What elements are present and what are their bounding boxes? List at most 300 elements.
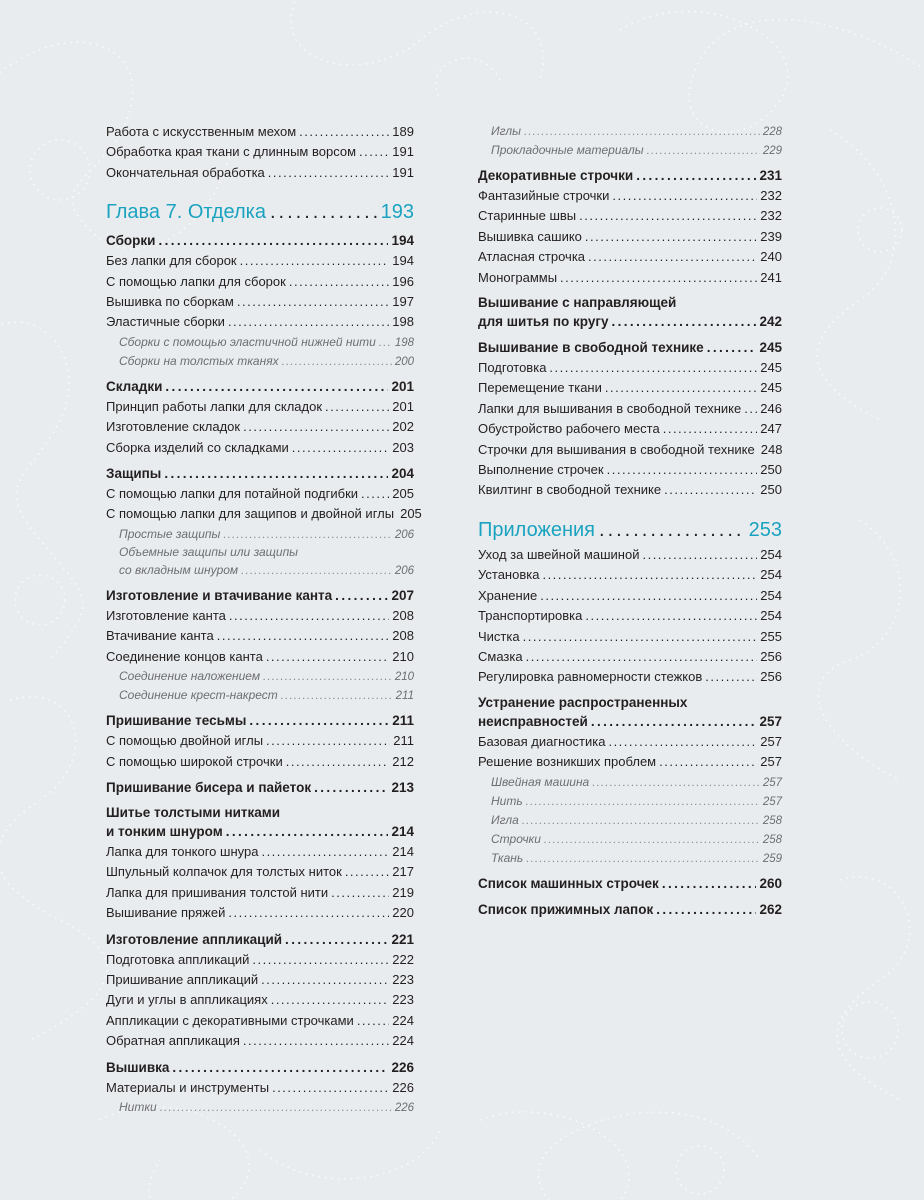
toc-page-number: 254 — [760, 567, 782, 583]
dot-leader — [664, 480, 757, 500]
dot-leader — [659, 752, 757, 772]
toc-subentry[interactable] — [106, 686, 414, 705]
toc-page-number: 245 — [760, 360, 782, 376]
dot-leader — [292, 438, 390, 458]
toc-page-number: 259 — [762, 852, 782, 865]
toc-entry[interactable] — [106, 1031, 414, 1051]
toc-entry[interactable] — [106, 862, 414, 882]
toc-entry[interactable] — [106, 438, 414, 458]
toc-entry-title: С помощью лапки для потайной подгибки — [106, 486, 359, 502]
toc-section-heading[interactable]: Устранение распространенных — [478, 694, 688, 710]
dot-leader — [647, 141, 760, 159]
toc-entry-title: Ткань — [491, 850, 524, 865]
toc-entry[interactable] — [478, 419, 782, 439]
toc-entry[interactable] — [478, 227, 782, 247]
toc-page-number: 205 — [400, 506, 422, 522]
toc-page-number: 210 — [394, 671, 414, 684]
toc-entry-title: Список прижимных лапок — [478, 901, 654, 917]
toc-chapter-entry[interactable] — [106, 199, 414, 225]
toc-entry-title: Строчки — [491, 831, 541, 846]
dot-leader — [705, 667, 757, 687]
toc-page-number: 222 — [392, 951, 414, 967]
toc-page-number: 201 — [391, 378, 414, 394]
toc-entry[interactable] — [478, 752, 782, 772]
toc-entry-title: Подготовка аппликаций — [106, 951, 250, 967]
toc-page-number: 211 — [395, 690, 414, 703]
toc-section-entry[interactable] — [478, 712, 782, 732]
toc-entry[interactable] — [106, 484, 414, 504]
dot-leader — [744, 399, 757, 419]
dot-leader — [560, 268, 757, 288]
toc-section-entry[interactable] — [106, 929, 414, 950]
toc-page-number: 223 — [392, 971, 414, 987]
toc-page-number: 214 — [392, 843, 414, 859]
toc-right-column — [478, 122, 782, 920]
toc-entry-title: Транспортировка — [478, 608, 583, 624]
toc-left-column — [106, 122, 422, 1117]
toc-entry-title: Перемещение ткани — [478, 380, 602, 396]
dot-leader — [261, 970, 389, 990]
toc-entry-title: Шпульный колпачок для толстых ниток — [106, 864, 342, 880]
toc-page-number: 232 — [760, 208, 782, 224]
dot-leader — [172, 1057, 388, 1078]
toc-page-number: 250 — [760, 482, 782, 498]
dot-leader — [611, 312, 756, 332]
dot-leader — [592, 773, 760, 791]
toc-entry-title: Без лапки для сборок — [106, 253, 237, 269]
toc-entry-title: Изготовление складок — [106, 419, 241, 435]
toc-page-number: 226 — [391, 1059, 414, 1075]
toc-entry-title: Декоративные строчки — [478, 168, 634, 183]
toc-page-number: 232 — [760, 188, 782, 203]
toc-entry[interactable] — [478, 186, 782, 206]
toc-entry-title: и тонким шнуром — [106, 823, 223, 839]
dot-leader — [223, 525, 391, 543]
toc-entry[interactable] — [106, 752, 414, 772]
toc-page-number: 206 — [394, 564, 414, 577]
toc-entry-title: Окончательная обработка — [106, 164, 265, 180]
toc-entry-title: Установка — [478, 567, 540, 583]
dot-leader — [228, 903, 389, 923]
toc-entry-title: Уход за швейной машиной — [478, 546, 640, 562]
dot-leader — [540, 586, 757, 606]
toc-entry-title: Регулировка равномерности стежков — [478, 669, 703, 685]
toc-page-number: 198 — [394, 336, 414, 349]
dot-leader — [526, 647, 758, 667]
toc-entry[interactable] — [106, 417, 414, 437]
toc-page-number: 258 — [762, 814, 782, 827]
toc-subentry[interactable] — [478, 141, 782, 160]
toc-entry-title: Вышивка — [106, 1059, 170, 1075]
toc-entry-title: Эластичные сборки — [106, 314, 225, 330]
dot-leader — [549, 358, 757, 378]
toc-entry-title: Атласная строчка — [478, 249, 586, 265]
dot-leader — [585, 227, 757, 247]
toc-subentry[interactable] — [106, 333, 414, 352]
toc-entry[interactable] — [478, 378, 782, 398]
toc-subentry[interactable] — [106, 352, 414, 371]
dot-leader — [240, 251, 390, 271]
toc-page-number: 211 — [393, 733, 414, 749]
toc-entry[interactable] — [478, 732, 782, 752]
dot-leader — [237, 292, 389, 312]
toc-section-entry[interactable] — [106, 777, 414, 798]
toc-page-number: 202 — [392, 419, 414, 435]
toc-entry[interactable] — [478, 667, 782, 687]
dot-leader — [165, 376, 388, 397]
toc-page-number: 226 — [392, 1079, 414, 1095]
toc-page-number: 203 — [392, 439, 414, 455]
dot-leader — [335, 585, 388, 606]
dot-leader — [379, 333, 392, 351]
toc-entry-title: Нить — [491, 793, 523, 808]
dot-leader — [642, 545, 757, 565]
dot-leader — [271, 990, 390, 1010]
dot-leader — [331, 883, 389, 903]
dot-leader — [542, 565, 757, 585]
dot-leader — [663, 419, 758, 439]
toc-entry[interactable] — [106, 504, 422, 524]
toc-entry[interactable] — [478, 399, 782, 419]
toc-page-number: 211 — [392, 713, 414, 729]
toc-page-number: 257 — [759, 713, 782, 729]
toc-entry-title: Сборки — [106, 233, 156, 249]
toc-entry[interactable] — [478, 586, 782, 606]
toc-section-entry[interactable] — [106, 822, 414, 842]
dot-leader — [164, 463, 388, 484]
toc-entry-title: Сборки на толстых тканях — [119, 353, 279, 368]
toc-entry-title: Вышивание пряжей — [106, 905, 226, 921]
toc-entry-title: Вышивка по сборкам — [106, 294, 234, 310]
dot-leader — [285, 929, 388, 950]
toc-entry-title: С помощью широкой строчки — [106, 753, 283, 769]
dot-leader — [229, 606, 389, 626]
toc-entry-title: Решение возникших проблем — [478, 754, 657, 770]
toc-entry-title: Защипы — [106, 466, 162, 482]
toc-page-number: 242 — [759, 314, 782, 330]
toc-entry-title: Выполнение строчек — [478, 462, 604, 478]
toc-entry-title: Старинные швы — [478, 208, 577, 224]
toc-entry-title: С помощью лапки для защипов и двойной иглы — [106, 506, 395, 522]
toc-entry[interactable] — [106, 731, 414, 751]
dot-leader — [266, 647, 389, 667]
dot-leader — [263, 667, 392, 685]
toc-section-entry[interactable] — [106, 463, 414, 484]
toc-page-number: 245 — [759, 340, 782, 356]
dot-leader — [282, 352, 392, 370]
toc-entry-title: Обработка края ткани с длинным ворсом — [106, 144, 357, 160]
toc-entry-title: Приложения — [478, 518, 596, 541]
toc-entry[interactable] — [106, 606, 414, 626]
dot-leader — [599, 517, 745, 543]
toc-page-number: 257 — [762, 776, 782, 789]
toc-page-number: 204 — [391, 466, 414, 482]
toc-page-number: 191 — [392, 144, 414, 160]
dot-leader — [636, 165, 756, 186]
dot-leader — [252, 950, 389, 970]
toc-entry-title: со вкладным шнуром — [119, 562, 239, 577]
dot-leader — [261, 842, 389, 862]
toc-section-entry[interactable] — [478, 899, 782, 920]
toc-subentry[interactable] — [478, 773, 782, 792]
dot-leader — [605, 378, 757, 398]
toc-page-number: 257 — [760, 733, 782, 749]
dot-leader — [286, 752, 390, 772]
dot-leader — [522, 811, 760, 829]
dot-leader — [268, 163, 390, 183]
dot-leader — [588, 247, 757, 267]
toc-subentry[interactable] — [478, 122, 782, 141]
toc-entry[interactable] — [106, 122, 414, 142]
toc-entry-title: Список машинных строчек — [478, 875, 659, 891]
toc-page-number: 260 — [759, 875, 782, 891]
toc-subentry-line[interactable]: Объемные защипы или защипы — [119, 544, 299, 559]
toc-section-entry[interactable] — [478, 873, 782, 894]
toc-section-heading[interactable]: Вышивание с направляющей — [478, 295, 677, 311]
toc-entry-title: Прокладочные материалы — [491, 143, 644, 157]
toc-entry-title: Материалы и инструменты — [106, 1079, 270, 1095]
toc-entry-title: Изготовление аппликаций — [106, 931, 283, 947]
toc-entry[interactable] — [478, 268, 782, 288]
toc-page-number: 224 — [392, 1033, 414, 1049]
dot-leader — [662, 873, 757, 894]
toc-page-number: 206 — [394, 528, 414, 541]
dot-leader — [607, 460, 758, 480]
toc-entry-title: Простые защипы — [119, 526, 221, 541]
toc-page-number: 253 — [748, 518, 782, 541]
toc-subentry[interactable] — [106, 667, 414, 686]
toc-page-number: 255 — [760, 628, 782, 644]
dot-leader — [281, 686, 393, 704]
dot-leader — [359, 142, 389, 162]
toc-page-number: 220 — [392, 905, 414, 921]
toc-page-number: 256 — [760, 669, 782, 685]
toc-page-number: 256 — [760, 648, 782, 664]
toc-page-number: 258 — [762, 833, 782, 846]
toc-entry-title: Вышивка сашико — [478, 228, 582, 244]
toc-page-number: 208 — [392, 607, 414, 623]
toc-page-number: 217 — [392, 864, 414, 880]
toc-page-number: 241 — [760, 269, 782, 285]
toc-page-number: 254 — [760, 608, 782, 624]
dot-leader — [272, 1078, 389, 1098]
toc-entry-title: С помощью двойной иглы — [106, 733, 264, 749]
toc-subentry[interactable] — [478, 849, 782, 868]
toc-section-heading[interactable]: Шитье толстыми нитками — [106, 804, 281, 820]
dot-leader — [158, 230, 388, 251]
toc-page-number: 214 — [391, 823, 414, 839]
toc-entry-title: Фантазийные строчки — [478, 188, 610, 203]
toc-entry-title: Смазка — [478, 648, 523, 664]
dot-leader — [266, 731, 390, 751]
dot-leader — [526, 849, 760, 867]
toc-entry[interactable] — [478, 358, 782, 378]
toc-page-number: 223 — [392, 992, 414, 1008]
toc-subentry[interactable] — [478, 811, 782, 830]
dot-leader — [707, 337, 757, 358]
toc-page-number: 245 — [760, 380, 782, 396]
toc-entry-title: Соединение наложением — [119, 669, 261, 684]
toc-entry-title: неисправностей — [478, 713, 588, 729]
dot-leader — [299, 122, 389, 142]
toc-page-number: 248 — [760, 441, 783, 457]
toc-entry-title: Аппликации с декоративными строчками — [106, 1012, 354, 1028]
toc-page-number: 226 — [394, 1101, 414, 1114]
toc-page-number: 194 — [392, 253, 414, 269]
toc-page-number: 250 — [760, 462, 782, 478]
dot-leader — [241, 561, 392, 579]
toc-page-number: 213 — [391, 779, 414, 795]
toc-entry[interactable] — [106, 970, 414, 990]
toc-page-number: 246 — [760, 400, 782, 416]
dot-leader — [289, 272, 389, 292]
toc-entry[interactable] — [478, 545, 782, 565]
toc-section-entry[interactable] — [106, 230, 414, 251]
toc-entry[interactable] — [478, 647, 782, 667]
toc-page-number: 239 — [760, 228, 782, 244]
dot-leader — [591, 712, 757, 732]
toc-section-entry[interactable] — [106, 710, 414, 731]
toc-entry[interactable] — [106, 903, 414, 923]
toc-page-number: 212 — [392, 753, 414, 769]
toc-page-number: 228 — [762, 126, 782, 138]
dot-leader — [361, 484, 389, 504]
toc-entry[interactable] — [478, 440, 782, 460]
toc-section-entry[interactable] — [106, 585, 414, 606]
toc-entry[interactable] — [478, 627, 782, 647]
toc-page-number: 219 — [392, 884, 414, 900]
toc-entry[interactable] — [106, 292, 414, 312]
toc-section-entry[interactable] — [478, 337, 782, 358]
toc-entry-title: Дуги и углы в аппликациях — [106, 992, 268, 1008]
toc-entry[interactable] — [106, 272, 414, 292]
toc-entry-title: Монограммы — [478, 269, 558, 285]
dot-leader — [226, 822, 389, 842]
toc-page-number: 201 — [392, 398, 414, 414]
dot-leader — [579, 206, 757, 226]
toc-entry[interactable] — [106, 1078, 414, 1098]
toc-entry[interactable] — [106, 312, 414, 332]
toc-entry-title: Вышивание в свободной технике — [478, 340, 704, 356]
toc-entry[interactable] — [106, 883, 414, 903]
toc-page-number: 254 — [760, 587, 782, 603]
toc-entry-title: Пришивание аппликаций — [106, 971, 259, 987]
dot-leader — [160, 1098, 392, 1116]
toc-entry-title: Глава 7. Отделка — [106, 201, 266, 224]
dot-leader — [544, 830, 760, 848]
dot-leader — [357, 1011, 389, 1031]
toc-entry-title: Швейная машина — [491, 774, 590, 789]
toc-entry-title: Нитки — [119, 1099, 157, 1114]
toc-page-number: 229 — [762, 145, 782, 157]
toc-entry[interactable] — [478, 606, 782, 626]
toc-entry-title: Принцип работы лапки для складок — [106, 398, 323, 414]
toc-entry-title: Втачивание канта — [106, 628, 214, 644]
dot-leader — [656, 899, 756, 920]
toc-entry[interactable] — [106, 950, 414, 970]
toc-entry-title: Пришивание бисера и пайеток — [106, 779, 312, 795]
toc-entry-title: Подготовка — [478, 360, 547, 376]
toc-entry[interactable] — [106, 842, 414, 862]
dot-leader — [249, 710, 389, 731]
toc-page-number: 240 — [760, 249, 782, 265]
toc-entry-title: Квилтинг в свободной технике — [478, 482, 662, 498]
toc-entry[interactable] — [106, 251, 414, 271]
toc-page-number: 221 — [391, 931, 414, 947]
toc-section-entry[interactable] — [106, 1057, 414, 1078]
toc-subentry[interactable] — [106, 525, 414, 544]
toc-page-number: 194 — [391, 233, 414, 249]
toc-entry[interactable] — [478, 565, 782, 585]
toc-entry[interactable] — [106, 163, 414, 183]
toc-entry-title: Лапка для пришивания толстой нити — [106, 884, 329, 900]
dot-leader — [612, 186, 757, 206]
toc-page-number: 208 — [392, 628, 414, 644]
toc-page-number: 224 — [392, 1012, 414, 1028]
toc-entry[interactable] — [478, 480, 782, 500]
toc-entry[interactable] — [106, 990, 414, 1010]
toc-page-number: 200 — [394, 355, 414, 368]
toc-page-number: 210 — [392, 648, 414, 664]
toc-entry[interactable] — [106, 142, 414, 162]
toc-entry[interactable] — [106, 626, 414, 646]
toc-section-entry[interactable] — [478, 312, 782, 332]
toc-page-number: 193 — [380, 201, 414, 224]
toc-page-number: 198 — [392, 314, 414, 330]
toc-section-entry[interactable] — [478, 165, 782, 186]
toc-entry-title: Обустройство рабочего места — [478, 421, 660, 437]
toc-entry[interactable] — [106, 647, 414, 667]
toc-entry[interactable] — [478, 247, 782, 267]
toc-page-number: 205 — [392, 486, 414, 502]
dot-leader — [325, 397, 389, 417]
toc-page-number: 262 — [759, 901, 782, 917]
toc-subentry[interactable] — [106, 1098, 414, 1117]
toc-entry[interactable] — [478, 460, 782, 480]
toc-page-number: 189 — [392, 124, 414, 139]
toc-entry-title: С помощью лапки для сборок — [106, 273, 286, 289]
dot-leader — [524, 122, 760, 140]
toc-entry-title: Игла — [491, 812, 519, 827]
dot-leader — [526, 792, 760, 810]
toc-chapter-entry[interactable] — [478, 517, 782, 543]
toc-page-number: 196 — [392, 273, 414, 289]
toc-entry-title: Работа с искусственным мехом — [106, 124, 297, 139]
toc-page-number: 197 — [392, 294, 414, 310]
dot-leader — [585, 606, 757, 626]
toc-entry[interactable] — [106, 397, 414, 417]
toc-entry-title: Сборки с помощью эластичной нижней нити — [119, 334, 376, 349]
toc-entry-title: Лапка для тонкого шнура — [106, 843, 259, 859]
toc-entry[interactable] — [478, 206, 782, 226]
toc-subentry[interactable] — [478, 792, 782, 811]
toc-page-number: 247 — [760, 421, 782, 437]
toc-entry-title: Изготовление канта — [106, 607, 226, 623]
toc-entry-title: Хранение — [478, 587, 538, 603]
toc-entry-title: Обратная аппликация — [106, 1033, 240, 1049]
dot-leader — [228, 312, 389, 332]
toc-entry[interactable] — [106, 1011, 414, 1031]
toc-entry-title: для шитья по кругу — [478, 314, 609, 330]
toc-entry-title: Строчки для вышивания в свободной технике — [478, 441, 755, 457]
toc-subentry[interactable] — [106, 561, 414, 580]
dot-leader — [270, 199, 377, 225]
dot-leader — [523, 627, 758, 647]
toc-section-entry[interactable] — [106, 376, 414, 397]
toc-entry-title: Складки — [106, 378, 163, 394]
dot-leader — [608, 732, 757, 752]
toc-subentry[interactable] — [478, 830, 782, 849]
